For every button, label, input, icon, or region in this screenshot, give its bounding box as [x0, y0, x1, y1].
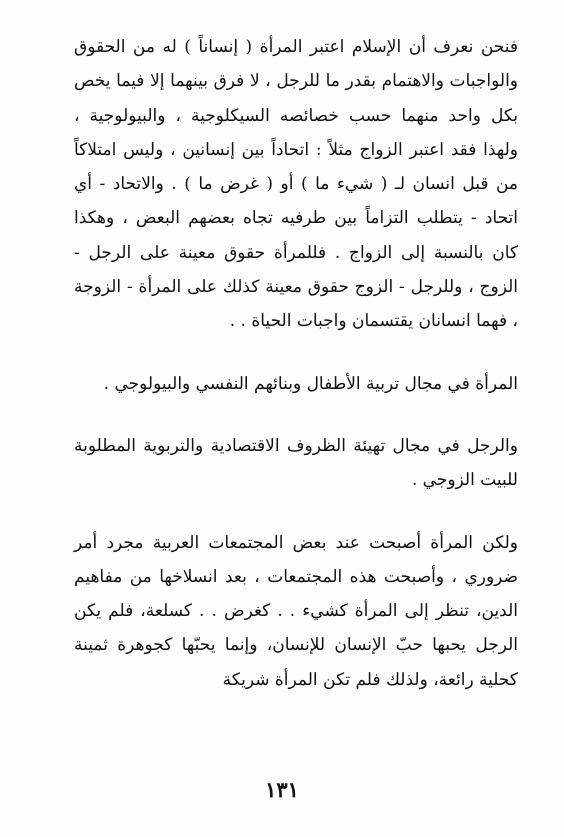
page-number: ١٣١: [265, 777, 299, 802]
paragraph-1: فنحن نعرف أن الإسلام اعتبر المرأة ( إنساناً ) له من الحقوق والواجبات والاهتمام بقدر ما للرجل ، لا فرق بينهما إلا فيما يخص بكل واحد منهما حسب خصائصه السيكلوجية ، والبيولوجية ، ولهذا فقد اعتبر الزواج مثلاً : اتحاداً بين إنسانين ، وليس امتلاكاً من قبل انسان لـ ( شيء ما ) أو ( غرض ما ) . والاتحاد - أي اتحاد - يتطلب التزاماً بين طرفيه تجاه بعضهم البعض ، وهكذا كان بالنسبة إلى الزواج . فللمرأة حقوق معينة على الرجل - الزوج ، وللرجل - الزوج حقوق معينة كذلك على المرأة - الزوجة ، فهما انسانان يقتسمان واجبات الحياة . .: [74, 37, 518, 332]
paragraph-3: والرجل في مجال تهيئة الظروف الاقتصادية والتربوية المطلوبة للبيت الزوجي .: [74, 435, 518, 491]
paragraph-4: ولكن المرأة أصبحت عند بعض المجتمعات العربية مجرد أمر ضروري ، وأصبحت هذه المجتمعات ، بعد انسلاخها من مفاهيم الدين، تنظر إلى المرأة كشيء . . كغرض . . كسلعة، فلم يكن الرجل يحبها حبّ الإنسان للإنسان، وإنما يحبّها كجوهرة ثمينة كحلية رائعة، ولذلك فلم تكن المرأة شريكة: [74, 532, 518, 690]
body-text: [74, 30, 518, 697]
paragraph-2: المرأة في مجال تربية الأطفال وبنائهم النفسي والبيولوجي .: [103, 373, 518, 394]
